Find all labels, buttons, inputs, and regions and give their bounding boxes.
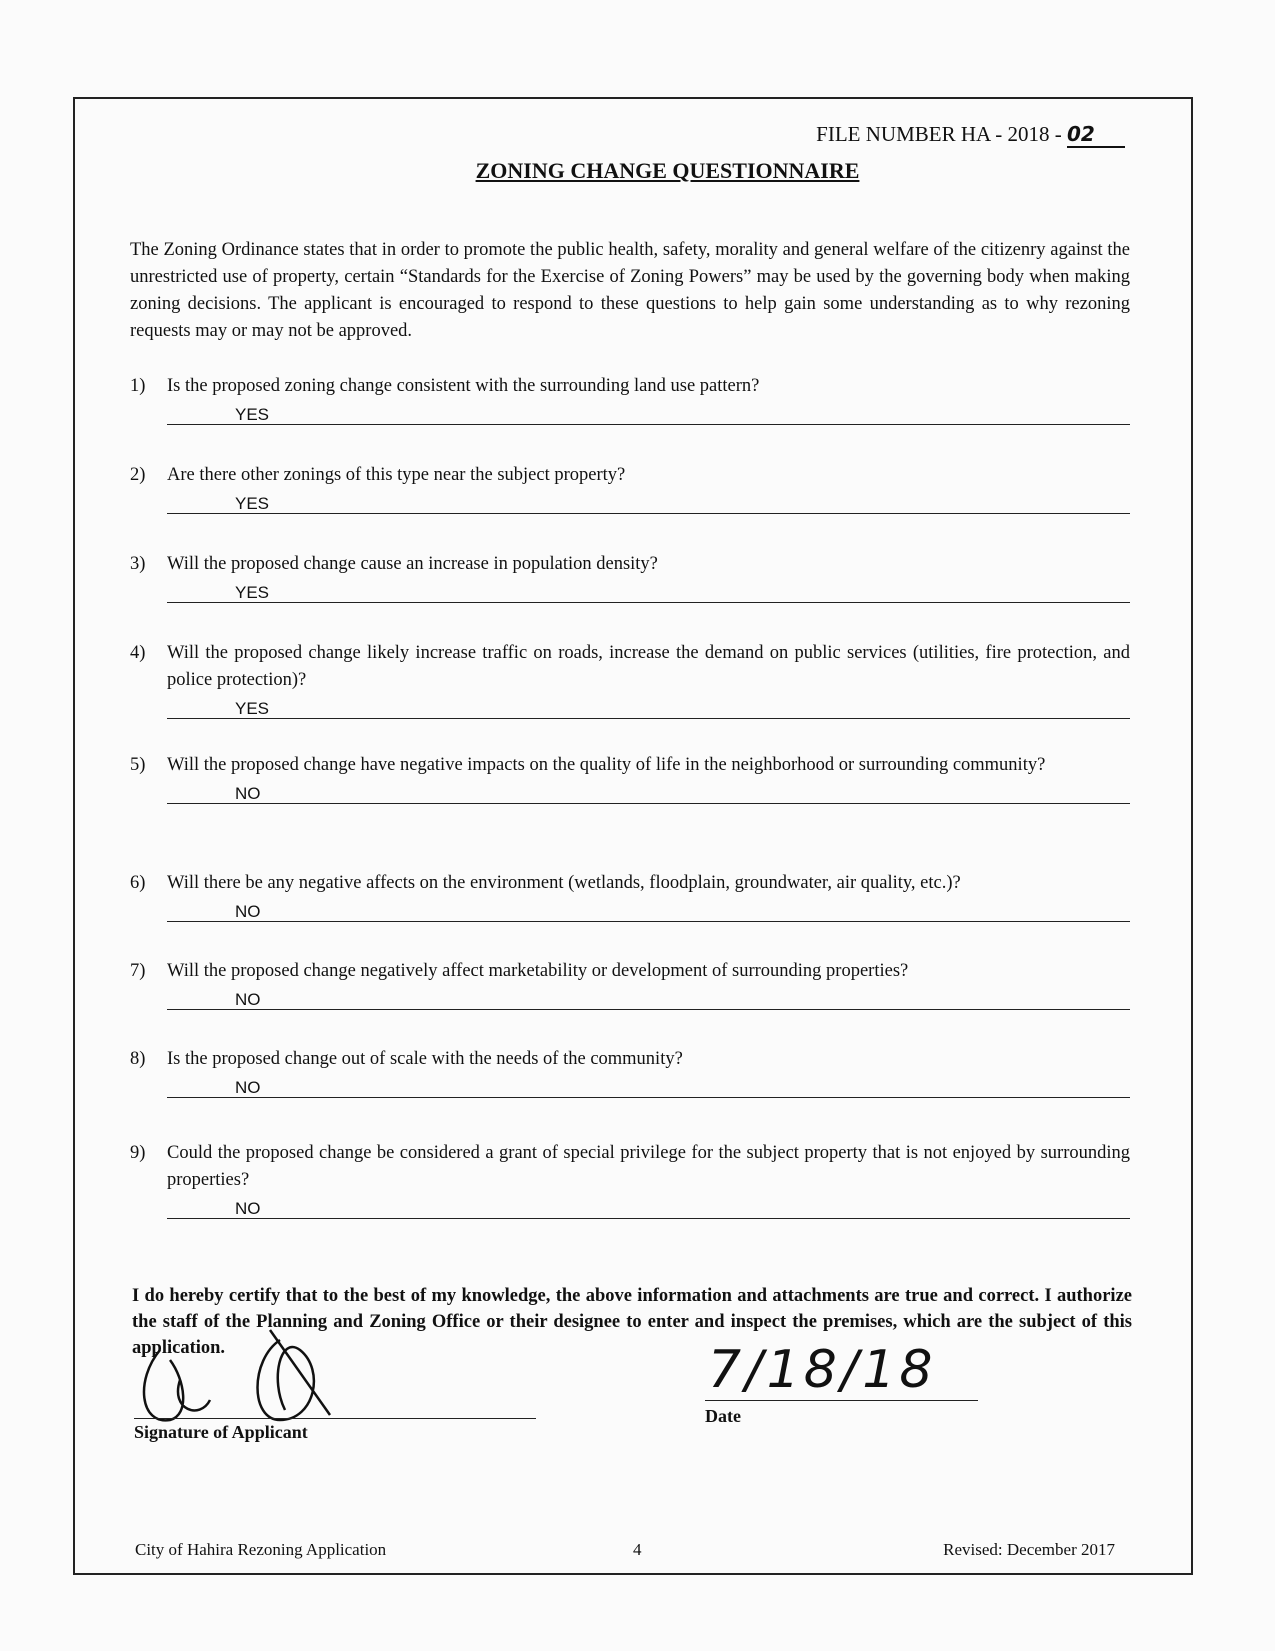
applicant-signature <box>130 1320 390 1430</box>
question-number: 6) <box>130 873 146 893</box>
question-item <box>130 373 1130 425</box>
question-item <box>130 462 1130 514</box>
answer-field[interactable]: NO <box>167 779 1130 804</box>
date-line <box>705 1400 978 1401</box>
question-text: Is the proposed change out of scale with the needs of the community? <box>167 1049 683 1069</box>
answer-field[interactable]: YES <box>167 489 1130 514</box>
answer-field[interactable]: NO <box>167 1073 1130 1098</box>
footer-revised-date: Revised: December 2017 <box>943 1540 1115 1559</box>
footer-application-name: City of Hahira Rezoning Application <box>135 1540 387 1559</box>
question-number: 8) <box>130 1049 146 1069</box>
question-number: 5) <box>130 755 146 775</box>
question-number: 7) <box>130 961 146 981</box>
question-number: 4) <box>130 643 146 663</box>
question-number: 3) <box>130 554 146 574</box>
question-item <box>130 752 1130 804</box>
question-text: Will there be any negative affects on the environment (wetlands, floodplain, groundwater, air quality, etc.)? <box>167 873 961 893</box>
file-number <box>816 122 1125 148</box>
question-item <box>130 1140 1130 1219</box>
file-number-label: FILE NUMBER HA - 2018 - <box>816 122 1067 146</box>
question-number: 9) <box>130 1143 146 1163</box>
question-text: Could the proposed change be considered a grant of special privilege for the subject property that is not enjoyed by surrounding properties? <box>167 1143 1130 1190</box>
handwritten-date: 7/18/18 <box>708 1340 937 1400</box>
certification-statement: I do hereby certify that to the best of my knowledge, the above information and attachments are true and correct. I authorize the staff of the Planning and Zoning Office or their designee to enter and inspect the premises, which are the subject of this application. <box>132 1286 1132 1358</box>
answer-field[interactable]: YES <box>167 400 1130 425</box>
question-item <box>130 958 1130 1010</box>
question-text: Are there other zonings of this type near the subject property? <box>167 465 626 485</box>
file-number-value: 02 <box>1067 122 1125 148</box>
question-text: Will the proposed change have negative impacts on the quality of life in the neighborhood or surrounding community? <box>167 755 1046 775</box>
date-label: Date <box>705 1406 741 1426</box>
question-text: Will the proposed change likely increase traffic on roads, increase the demand on public services (utilities, fire protection, and police protection)? <box>167 643 1130 690</box>
signature-line <box>134 1418 536 1419</box>
intro-paragraph: The Zoning Ordinance states that in order to promote the public health, safety, morality and general welfare of the citizenry against the unrestricted use of property, certain “Standards for the Exercise of Zoning Powers” may be used by the governing body when making zoning decisions. The applicant is encouraged to respond to these questions to help gain some understanding as to why rezoning requests may or may not be approved. <box>130 240 1130 341</box>
answer-field[interactable]: YES <box>167 694 1130 719</box>
answer-field[interactable]: NO <box>167 897 1130 922</box>
question-number: 1) <box>130 376 146 396</box>
answer-field[interactable]: NO <box>167 985 1130 1010</box>
signature-label: Signature of Applicant <box>134 1422 308 1442</box>
question-item <box>130 640 1130 719</box>
question-text: Is the proposed zoning change consistent with the surrounding land use pattern? <box>167 376 760 396</box>
question-number: 2) <box>130 465 146 485</box>
answer-field[interactable]: YES <box>167 578 1130 603</box>
question-item <box>130 551 1130 603</box>
footer-page-number: 4 <box>633 1540 642 1559</box>
question-text: Will the proposed change negatively affect marketability or development of surrounding properties? <box>167 961 909 981</box>
question-item <box>130 870 1130 922</box>
question-text: Will the proposed change cause an increase in population density? <box>167 554 658 574</box>
answer-field[interactable]: NO <box>167 1194 1130 1219</box>
question-item <box>130 1046 1130 1098</box>
page-title: ZONING CHANGE QUESTIONNAIRE <box>475 158 860 183</box>
